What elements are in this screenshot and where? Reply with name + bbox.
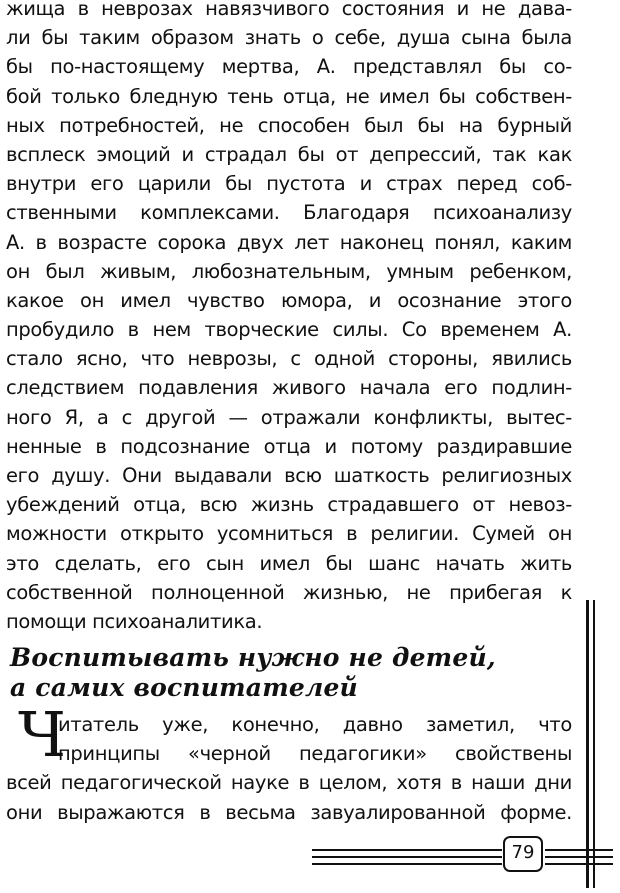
footer-rule	[312, 849, 502, 851]
footer-rule	[545, 849, 613, 851]
paragraph-line: ненные в подсознание отца и потому раздиравшие	[6, 434, 572, 458]
paragraph-line: ли бы таким образом знать о себе, душа сына была	[6, 26, 572, 50]
paragraph-line: ных потребностей, не способен был бы на бурный	[6, 113, 572, 137]
section-line: итатель уже, конечно, давно заметил, что	[58, 713, 572, 736]
paragraph-line: пробудило в нем творческие силы. Со временем А.	[6, 318, 572, 342]
paragraph-line: всплеск эмоций и страдал бы от депрессий, так как	[6, 142, 572, 166]
paragraph-line: можности открыто усомниться в религии. Сумей он	[6, 522, 572, 546]
section-paragraph	[6, 698, 572, 827]
paragraph-line: жища в неврозах навязчивого состояния и не дава-	[6, 0, 572, 20]
paragraph-line: помощи психоаналитика.	[6, 609, 263, 633]
page-number: 79	[503, 836, 543, 872]
margin-rule-vertical	[593, 600, 595, 888]
paragraph-line: стало ясно, что неврозы, с одной стороны, явились	[6, 347, 572, 371]
paragraph-line: собственной полноценной жизнью, не прибегая к	[6, 580, 572, 604]
body-paragraph	[6, 0, 572, 636]
paragraph-line: какое он имел чувство юмора, и осознание этого	[6, 288, 572, 312]
paragraph-line: следствием подавления живого начала его подлин-	[6, 376, 572, 400]
footer-rule	[545, 863, 613, 865]
footer-rule	[312, 863, 502, 865]
paragraph-line: внутри его царили бы пустота и страх перед соб-	[6, 172, 572, 196]
paragraph-line: это сделать, его сын имел бы шанс начать жить	[6, 551, 572, 575]
paragraph-line: убеждений отца, всю жизнь страдавшего от невоз-	[6, 493, 572, 517]
section-heading	[10, 643, 570, 703]
paragraph-line: его душу. Они выдавали всю шаткость религиозных	[6, 464, 572, 487]
margin-rule-vertical	[586, 600, 589, 888]
footer-rule	[312, 856, 502, 858]
paragraph-line: ственными комплексами. Благодаря психоанализу	[6, 201, 572, 225]
section-line: принципы «черной педагогики» свойствены	[58, 742, 572, 766]
section-line: они выражаются в весьма завуалированной форме.	[6, 800, 572, 824]
paragraph-line: ного Я, а с другой — отражали конфликты, вытес-	[6, 405, 572, 429]
paragraph-line: бой только бледную тень отца, не имел бы собствен-	[6, 84, 572, 108]
heading-line: а самих воспитателей	[10, 673, 358, 702]
footer-rule	[545, 856, 613, 858]
paragraph-line: он был живым, любознательным, умным ребенком,	[6, 259, 572, 283]
paragraph-line: бы по-настоящему мертва, А. представлял бы со-	[6, 55, 572, 79]
heading-line: Воспитывать нужно не детей,	[10, 643, 496, 672]
paragraph-line: А. в возрасте сорока двух лет наконец понял, каким	[6, 230, 572, 254]
section-line: всей педагогической науке в целом, хотя в наши дни	[6, 771, 572, 795]
drop-cap: Ч	[18, 698, 66, 771]
